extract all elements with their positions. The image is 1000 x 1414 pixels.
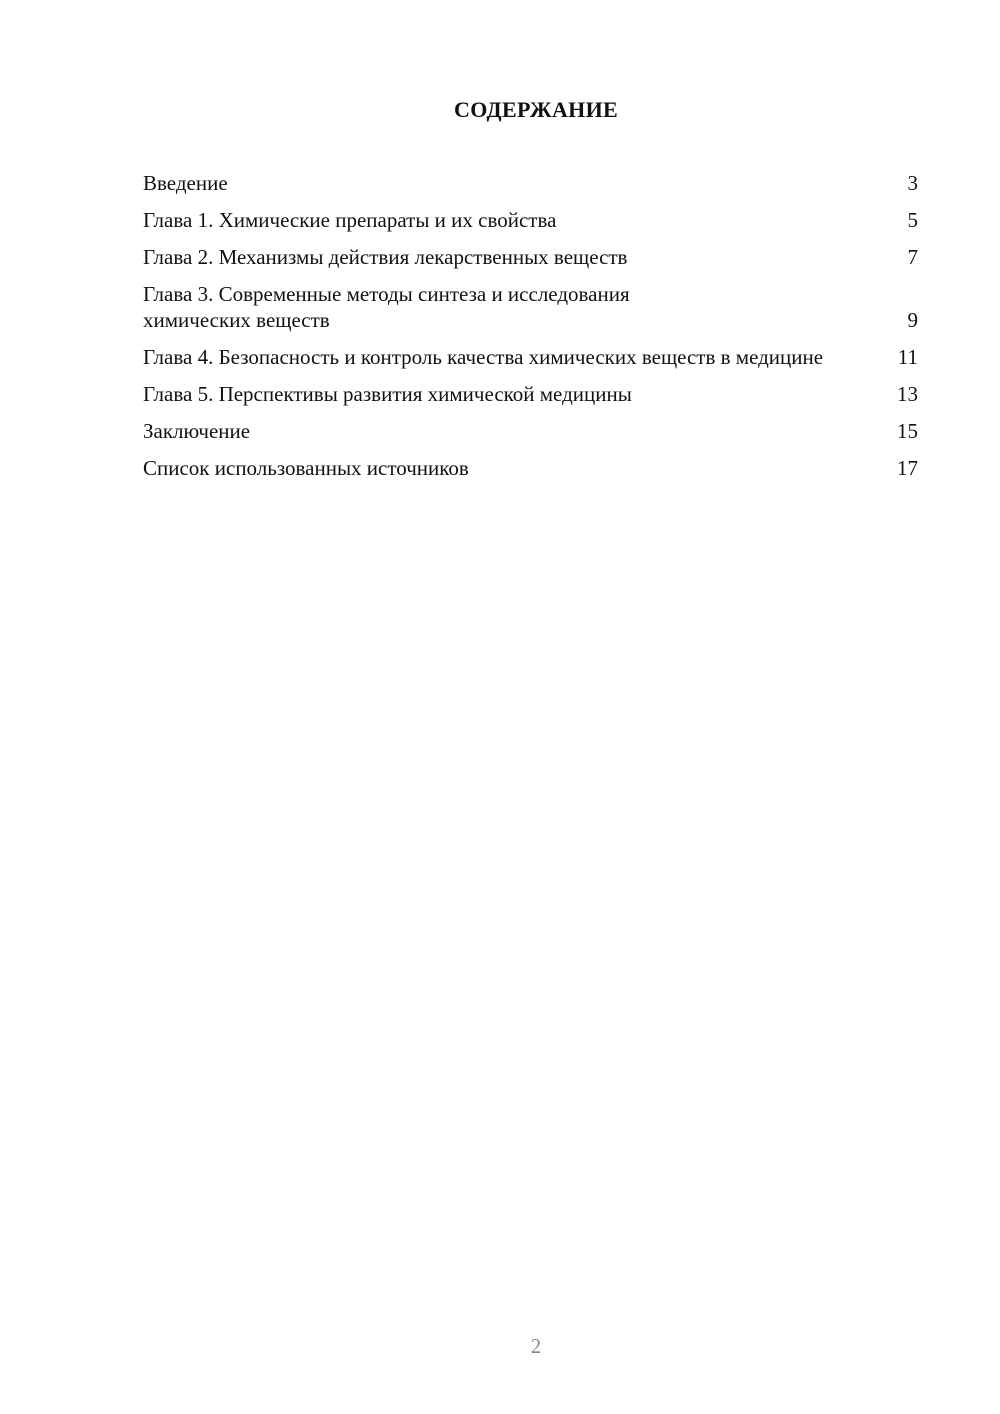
toc-entry-text: Глава 2. Механизмы действия лекарственных веществ <box>143 245 628 269</box>
toc-entry-chapter-5[interactable] <box>143 381 918 407</box>
toc-entry-references[interactable] <box>143 455 918 481</box>
toc-entry-page: 15 <box>897 419 918 443</box>
toc-entry-text: Глава 3. Современные методы синтеза и исследования химических веществ <box>143 282 630 332</box>
toc-entry-page: 5 <box>907 208 918 232</box>
toc-entry-text: Введение <box>143 171 228 195</box>
toc-entry-conclusion[interactable] <box>143 418 918 444</box>
page-number: 2 <box>530 1334 542 1358</box>
toc-entry-text: Глава 4. Безопасность и контроль качества химических веществ в медицине <box>143 345 824 369</box>
page-title: СОДЕРЖАНИЕ <box>454 97 618 122</box>
toc-entry-page: 3 <box>907 171 918 195</box>
toc-entry-chapter-1[interactable] <box>143 207 918 233</box>
toc-entry-text: Заключение <box>143 419 251 443</box>
toc-entry-text: Глава 5. Перспективы развития химической медицины <box>143 382 632 406</box>
toc-entry-page: 11 <box>897 345 918 369</box>
toc-entry-page: 17 <box>897 456 918 480</box>
toc-entry-page: 9 <box>907 308 918 332</box>
toc-entry-page: 13 <box>897 382 918 406</box>
toc-entry-introduction[interactable] <box>143 170 918 196</box>
toc-entry-chapter-3[interactable] <box>143 281 918 333</box>
toc-entry-text: Глава 1. Химические препараты и их свойства <box>143 208 557 232</box>
toc-entry-page: 7 <box>907 245 918 269</box>
table-of-contents <box>143 170 918 492</box>
toc-entry-chapter-2[interactable] <box>143 244 918 270</box>
toc-entry-text: Список использованных источников <box>143 456 469 480</box>
toc-entry-chapter-4[interactable] <box>143 344 918 370</box>
